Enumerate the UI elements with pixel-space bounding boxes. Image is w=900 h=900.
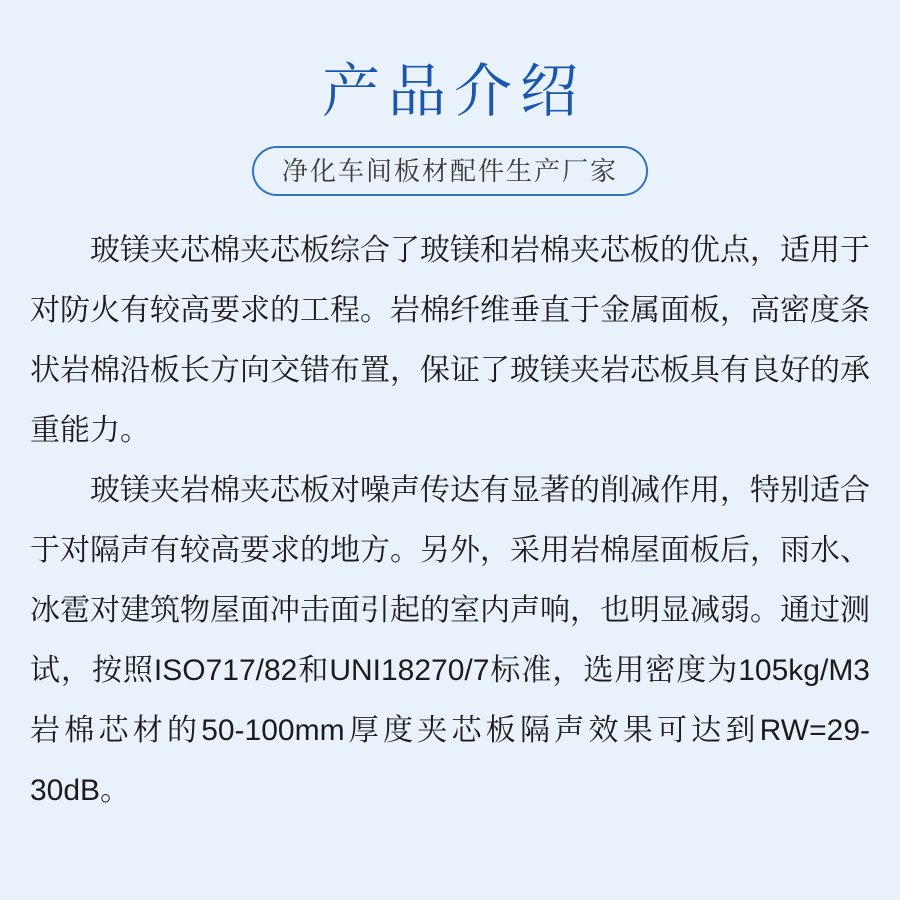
page-title: 产品介绍 [321, 59, 586, 124]
product-paragraph: 玻镁夹芯棉夹芯板综合了玻镁和岩棉夹芯板的优点，适用于对防火有较高要求的工程。岩棉纤维垂直于金属面板，高密度条状岩棉沿板长方向交错布置，保证了玻镁夹岩芯板具有良好的承重能力。 [30, 233, 870, 447]
product-paragraph: 玻镁夹岩棉夹芯板对噪声传达有显著的削减作用，特别适合于对隔声有较高要求的地方。另外，采用岩棉屋面板后，雨水、冰雹对建筑物屋面冲击面引起的室内声响，也明显减弱。通过测试，按照ISO717/82和UNI18270/7标准，选用密度为105kg/M3岩棉芯材的50-100mm厚度夹芯板隔声效果可达到RW=29-30dB。 [30, 473, 870, 807]
page-header [0, 0, 900, 196]
subtitle-badge: 净化车间板材配件生产厂家 [252, 146, 648, 196]
product-description [30, 221, 870, 821]
